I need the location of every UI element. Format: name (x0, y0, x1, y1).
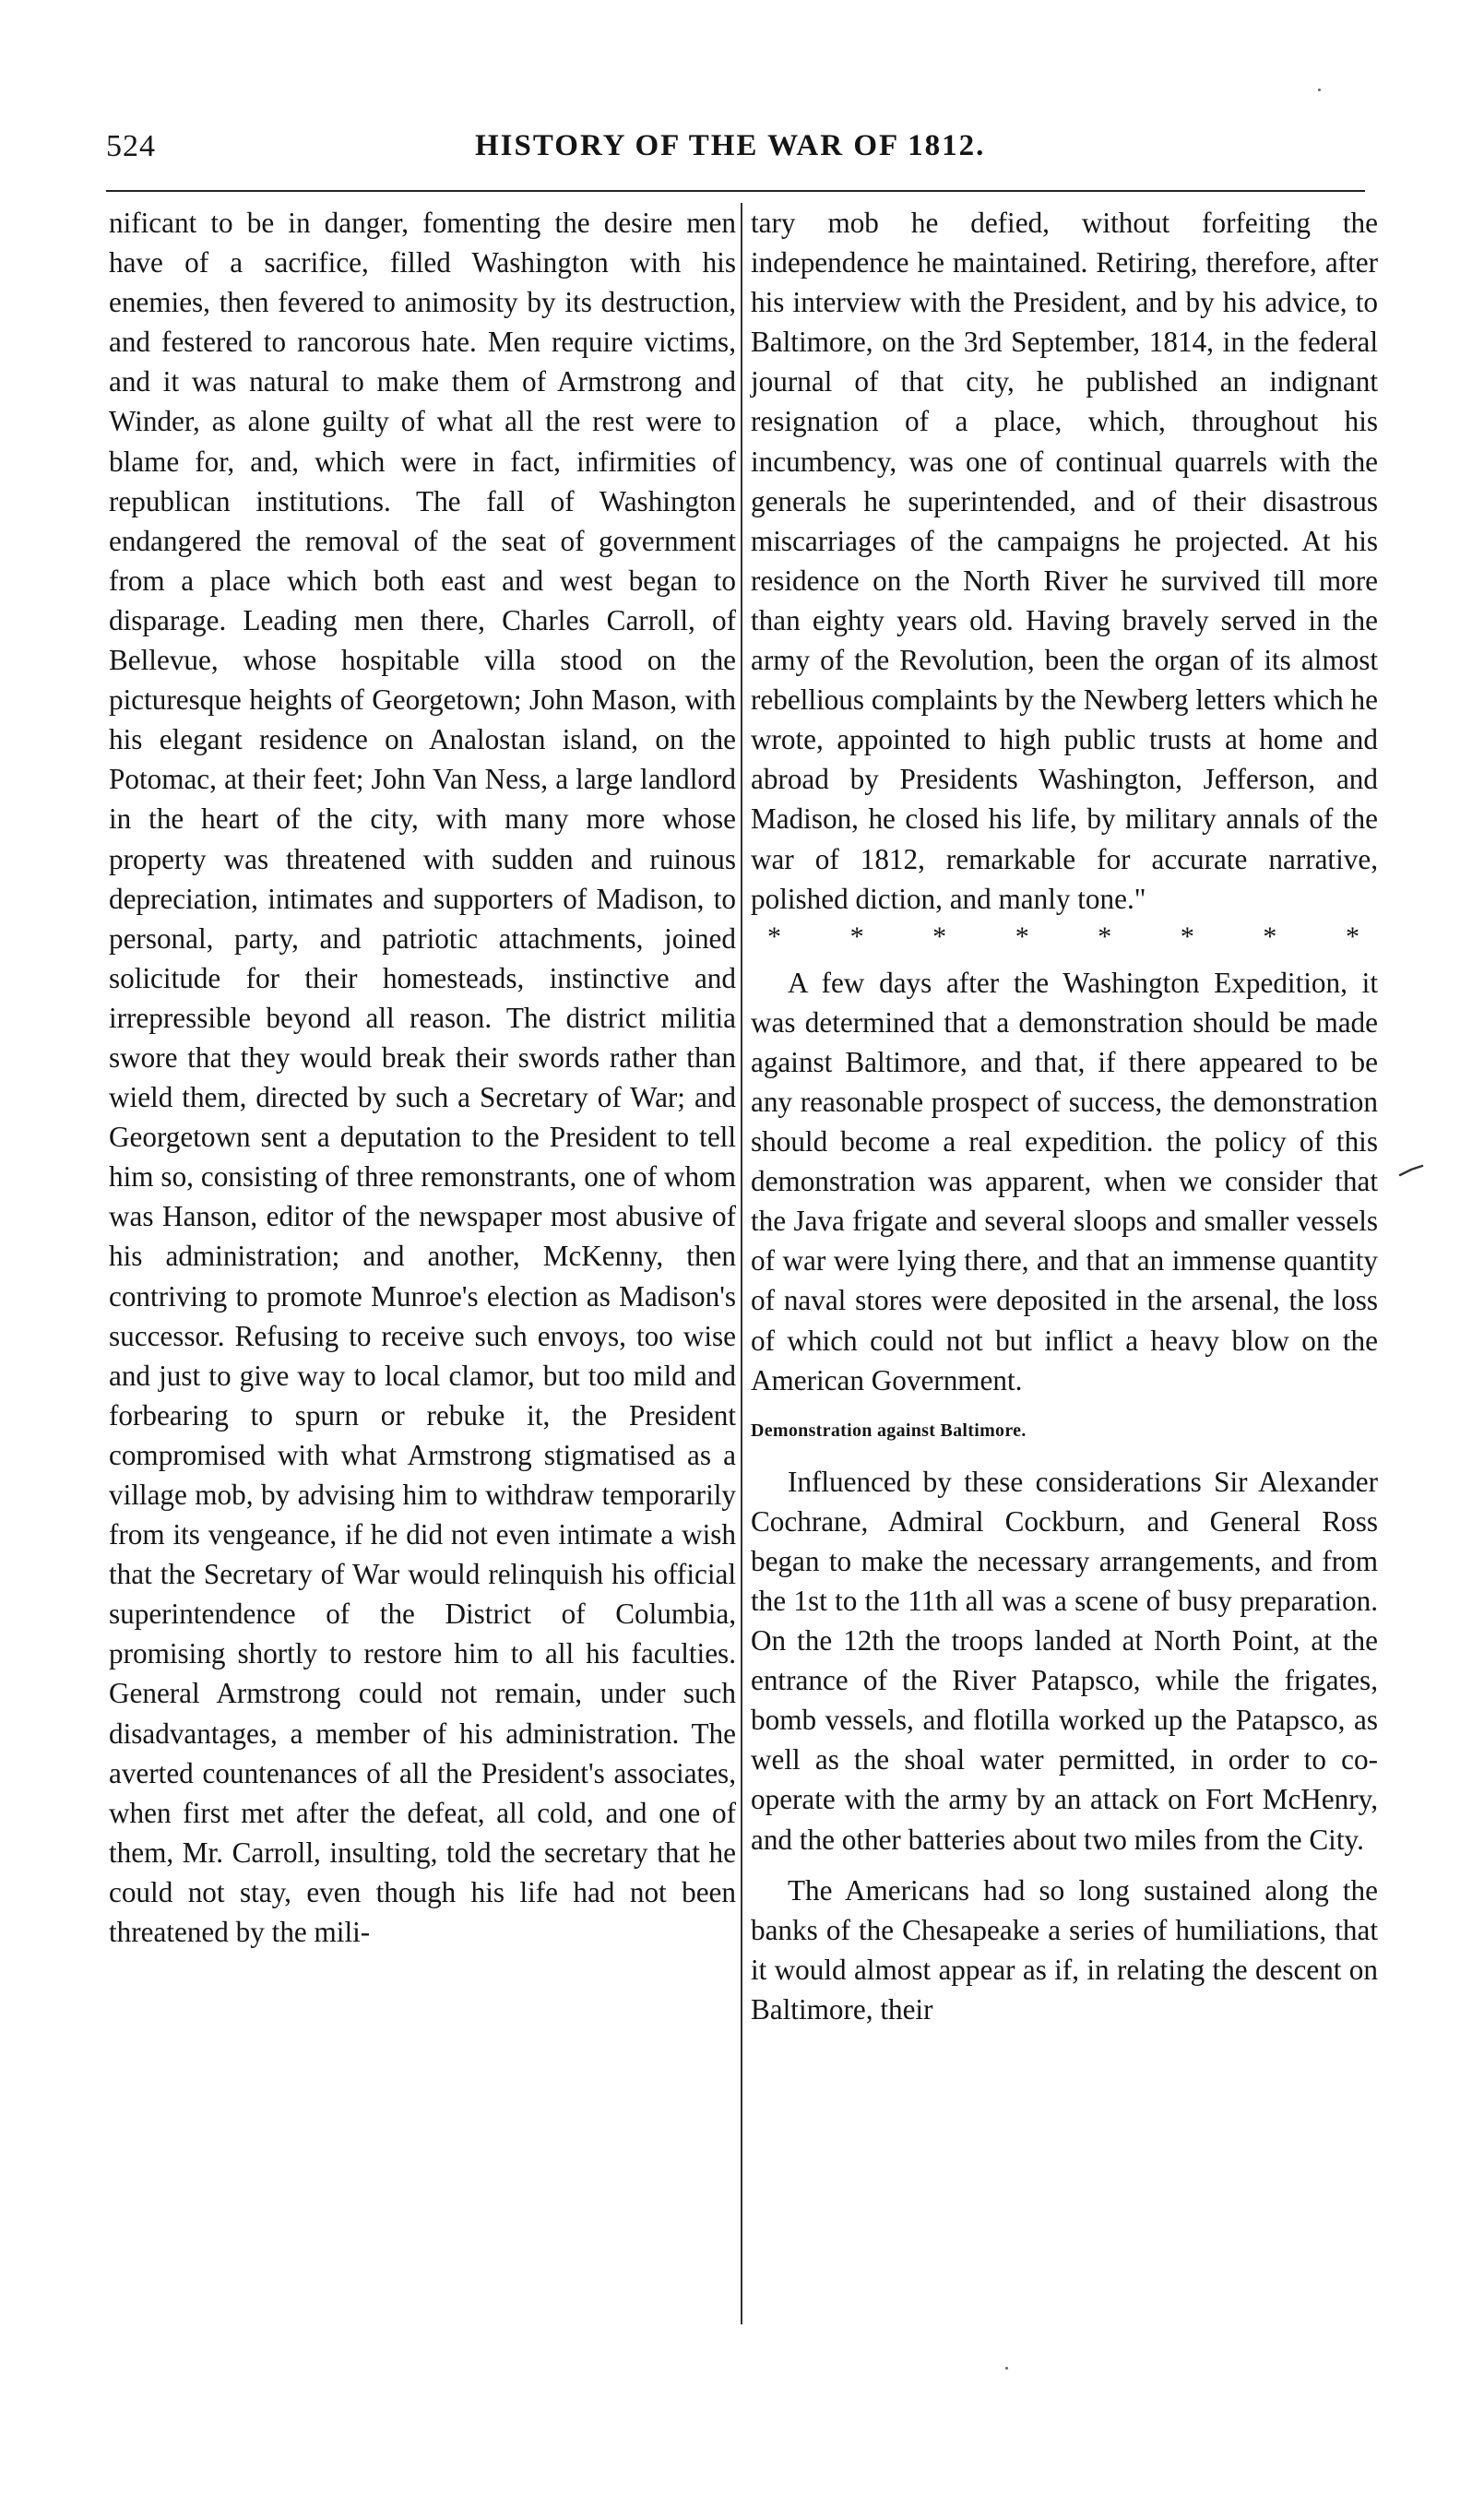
column-divider (741, 203, 742, 2324)
left-paragraph: nificant to be in danger, fomenting the desire men have of a sacrifice, filled Washington with his enemies, then fevered to animosity by its destruction, and festered to rancorous hate. Men require victims, and it was natural to make them of Armstrong and Winder, as alone guilty of what all the rest were to blame for, and, which were in fact, infirmities of republican institutions. The fall of Washington endangered the removal of the seat of government from a place which both east and west began to disparage. Leading men there, Charles Carroll, of Bellevue, whose hospitable villa stood on the picturesque heights of Georgetown; John Mason, with his elegant residence on Analostan island, on the Potomac, at their feet; John Van Ness, a large landlord in the heart of the city, with many more whose property was threatened with sudden and ruinous depreciation, intimates and supporters of Madison, to personal, party, and patriotic attachments, joined solicitude for their homesteads, instinctive and irrepressible beyond all reason. The district militia swore that they would break their swords rather than wield them, directed by such a Secretary of War; and Georgetown sent a deputation to the President to tell him so, consisting of three remonstrants, one of whom was Hanson, editor of the newspaper most abusive of his administration; and another, McKenny, then contriving to promote Munroe's election as Madison's successor. Refusing to receive such envoys, too wise and just to give way to local clamor, but too mild and forbearing to spurn or rebuke it, the President compromised with what Armstrong stigmatised as a village mob, by advising him to withdraw temporarily from its vengeance, if he did not even intimate a wish that the Secretary of War would relinquish his official superintendence of the District of Columbia, promising shortly to restore him to all his faculties. General Armstrong could not remain, under such disadvantages, a member of his administration. The averted countenances of all the President's associates, when first met after the defeat, all cold, and one of them, Mr. Carroll, insulting, told the secretary that he could not stay, even though his life had not been threatened by the mili- (109, 207, 736, 1949)
running-head: HISTORY OF THE WAR OF 1812. (475, 129, 986, 162)
paper-speck (1005, 2367, 1008, 2370)
right-column (751, 203, 1378, 2029)
star-glyph: * (1098, 921, 1112, 952)
header-rule (106, 190, 1365, 192)
paragraph-2-text: A few days after the Washington Expedition, it was determined that a demonstration should be made against Baltimore, and that, if there appeared to be any reasonable prospect of success, the demonstration should become a real expedition. the policy of this demonstration was apparent, when we consider that the Java frigate and several sloops and smaller vessels of war were lying there, and that an immense quantity of naval stores were deposited in the arsenal, the loss of which could not but inflict a heavy blow on the American Government. (751, 966, 1378, 1396)
right-paragraph-3: Influenced by these considerations Sir Alexander Cochrane, Admiral Cockburn, and General Ross began to make the necessary arrangements, and from the 1st to the 11th all was a scene of busy preparation. On the 12th the troops landed at North Point, at the entrance of the River Patapsco, while the frigates, bomb vessels, and flotilla worked up the Patapsco, as well as the shoal water permitted, in order to co-operate with the army by an attack on Fort McHenry, and the other batteries about two miles from the City. (751, 1465, 1378, 1856)
star-glyph: * (1180, 921, 1194, 952)
star-glyph: * (1015, 921, 1029, 952)
star-glyph: * (1345, 921, 1359, 952)
star-glyph: * (849, 921, 864, 952)
star-glyph: * (1263, 921, 1277, 952)
right-paragraph-1: tary mob he defied, without forfeiting the independence he maintained. Retiring, therefore, after his interview with the President, and by his advice, to Baltimore, on the 3rd September, 1814, in the federal journal of that city, he published an indignant resignation of a place, which, throughout his incumbency, was one of continual quarrels with the generals he superintended, and of their disastrous miscarriages of the campaigns he projected. At his residence on the North River he survived till more than eighty years old. Having bravely served in the army of the Revolution, been the organ of its almost rebellious complaints by the Newberg letters which he wrote, appointed to high public trusts at home and abroad by Presidents Washington, Jefferson, and Madison, he closed his life, by military annals of the war of 1812, remarkable for accurate narrative, polished diction, and manly tone." (751, 207, 1378, 915)
page-number: 524 (106, 129, 156, 163)
paper-speck (1318, 89, 1321, 91)
right-paragraph-4: The Americans had so long sustained along the banks of the Chesapeake a series of humiliations, that it would almost appear as if, in relating the descent on Baltimore, their (751, 1873, 1378, 2026)
star-glyph: * (932, 921, 947, 952)
page-header (106, 129, 1365, 184)
right-paragraph-2 (751, 963, 1378, 1400)
sidenote-label: Demonstration against Baltimore. (751, 1420, 1027, 1441)
left-column (109, 203, 736, 1952)
star-glyph: * (767, 921, 781, 952)
section-break-stars (751, 919, 1378, 956)
margin-pencil-mark (1398, 1164, 1424, 1177)
